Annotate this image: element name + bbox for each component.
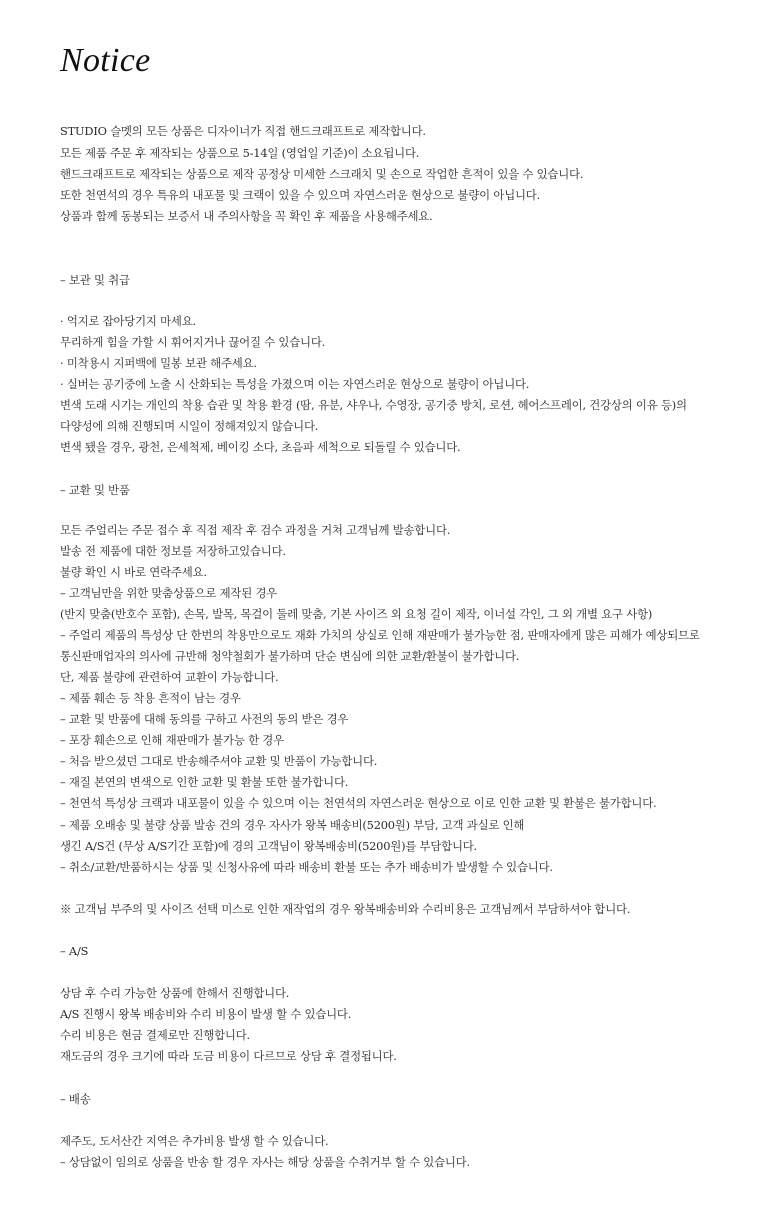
exchange-line: 발송 전 제품에 대한 정보를 저장하고있습니다. bbox=[60, 544, 286, 558]
as-line: 재도금의 경우 크기에 따라 도금 비용이 다르므로 상담 후 결정됩니다. bbox=[60, 1049, 397, 1063]
exchange-line: 생긴 A/S건 (무상 A/S기간 포함)에 경의 고객님이 왕복배송비(5200원)를 부담합니다. bbox=[60, 839, 477, 853]
storage-line: · 실버는 공기중에 노출 시 산화되는 특성을 가졌으며 이는 자연스러운 현상으로 불량이 아닙니다. bbox=[60, 377, 530, 391]
exchange-line: – 제품 오배송 및 불량 상품 발송 건의 경우 자사가 왕복 배송비(5200원) 부담, 고객 과실로 인해 bbox=[60, 818, 525, 832]
section-heading-as: – A/S bbox=[60, 944, 89, 958]
exchange-line: 단, 제품 불량에 관련하여 교환이 가능합니다. bbox=[60, 670, 279, 684]
storage-line: 변색 됐을 경우, 광천, 은세척제, 베이킹 소다, 초음파 세척으로 되돌릴 수 있습니다. bbox=[60, 440, 461, 454]
exchange-line: – 포장 훼손으로 인해 재판매가 불가능 한 경우 bbox=[60, 733, 284, 747]
exchange-line: – 고객님만을 위한 맞춤상품으로 제작된 경우 bbox=[60, 586, 278, 600]
storage-line: 무리하게 힘을 가할 시 휘어지거나 끊어질 수 있습니다. bbox=[60, 335, 326, 349]
intro-line: STUDIO 슬멧의 모든 상품은 디자이너가 직접 핸드크래프트로 제작합니다. bbox=[60, 124, 426, 138]
exchange-line: (반지 맞춤(반호수 포함), 손목, 발목, 목걸이 둘레 맞춤, 기본 사이즈 외 요청 길이 제작, 이너설 각인, 그 외 개별 요구 사항) bbox=[60, 607, 653, 621]
storage-line: 다양성에 의해 진행되며 시일이 정해져있지 않습니다. bbox=[60, 419, 319, 433]
intro-line: 핸드크래프트로 제작되는 상품으로 제작 공정상 미세한 스크래치 및 손으로 작업한 흔적이 있을 수 있습니다. bbox=[60, 167, 584, 181]
exchange-line: 통신판매업자의 의사에 규반해 청약철회가 불가하며 단순 변심에 의한 교환/환불이 불가합니다. bbox=[60, 649, 520, 663]
intro-line: 또한 천연석의 경우 특유의 내포물 및 크랙이 있을 수 있으며 자연스러운 현상으로 불량이 아닙니다. bbox=[60, 188, 541, 202]
exchange-line: – 처음 받으셨던 그대로 반송해주셔야 교환 및 반품이 가능합니다. bbox=[60, 754, 378, 768]
page-title: Notice bbox=[60, 42, 151, 79]
as-line: 상담 후 수리 가능한 상품에 한해서 진행합니다. bbox=[60, 986, 290, 1000]
exchange-line: – 교환 및 반품에 대해 동의를 구하고 사전의 동의 받은 경우 bbox=[60, 712, 349, 726]
as-line: A/S 진행시 왕복 배송비와 수리 비용이 발생 할 수 있습니다. bbox=[60, 1007, 352, 1021]
exchange-line: – 취소/교환/반품하시는 상품 및 신청사유에 따라 배송비 환불 또는 추가 배송비가 발생할 수 있습니다. bbox=[60, 860, 553, 874]
exchange-line: 모든 주얼리는 주문 접수 후 직접 제작 후 검수 과정을 거쳐 고객님께 발송합니다. bbox=[60, 523, 451, 537]
storage-line: · 억지로 잡아당기지 마세요. bbox=[60, 314, 196, 328]
section-heading-exchange: – 교환 및 반품 bbox=[60, 483, 130, 497]
intro-line: 상품과 함께 동봉되는 보증서 내 주의사항을 꼭 확인 후 제품을 사용해주세요. bbox=[60, 209, 433, 223]
intro-line: 모든 제품 주문 후 제작되는 상품으로 5-14일 (영업일 기준)이 소요됩니다. bbox=[60, 146, 420, 160]
storage-line: · 미착용시 지퍼백에 밀봉 보관 해주세요. bbox=[60, 356, 257, 370]
section-heading-shipping: – 배송 bbox=[60, 1092, 91, 1106]
shipping-line: – 상담없이 임의로 상품을 반송 할 경우 자사는 해당 상품을 수취거부 할 수 있습니다. bbox=[60, 1155, 470, 1169]
as-line: 수리 비용은 현금 결제로만 진행합니다. bbox=[60, 1028, 250, 1042]
shipping-line: 제주도, 도서산간 지역은 추가비용 발생 할 수 있습니다. bbox=[60, 1134, 329, 1148]
exchange-line: – 천연석 특성상 크랙과 내포물이 있을 수 있으며 이는 천연석의 자연스러운 현상으로 이로 인한 교환 및 환불은 불가합니다. bbox=[60, 796, 657, 810]
exchange-line: 불량 확인 시 바로 연락주세요. bbox=[60, 565, 207, 579]
section-heading-storage: – 보관 및 취급 bbox=[60, 273, 130, 287]
exchange-line: – 재질 본연의 변색으로 인한 교환 및 환불 또한 불가합니다. bbox=[60, 775, 349, 789]
storage-line: 변색 도래 시기는 개인의 착용 습관 및 착용 환경 (땀, 유분, 샤우나, 수영장, 공기중 방치, 로션, 헤어스프레이, 건강상의 이유 등)의 bbox=[60, 398, 687, 412]
notice-note: ※ 고객님 부주의 및 사이즈 선택 미스로 인한 재작업의 경우 왕복배송비와 수리비용은 고객님께서 부담하셔야 합니다. bbox=[60, 902, 631, 916]
exchange-line: – 주얼리 제품의 특성상 단 한번의 착용만으로도 재화 가치의 상실로 인해 재판매가 불가능한 점, 판매자에게 많은 피해가 예상되므로 bbox=[60, 628, 700, 642]
exchange-line: – 제품 훼손 등 착용 흔적이 남는 경우 bbox=[60, 691, 241, 705]
